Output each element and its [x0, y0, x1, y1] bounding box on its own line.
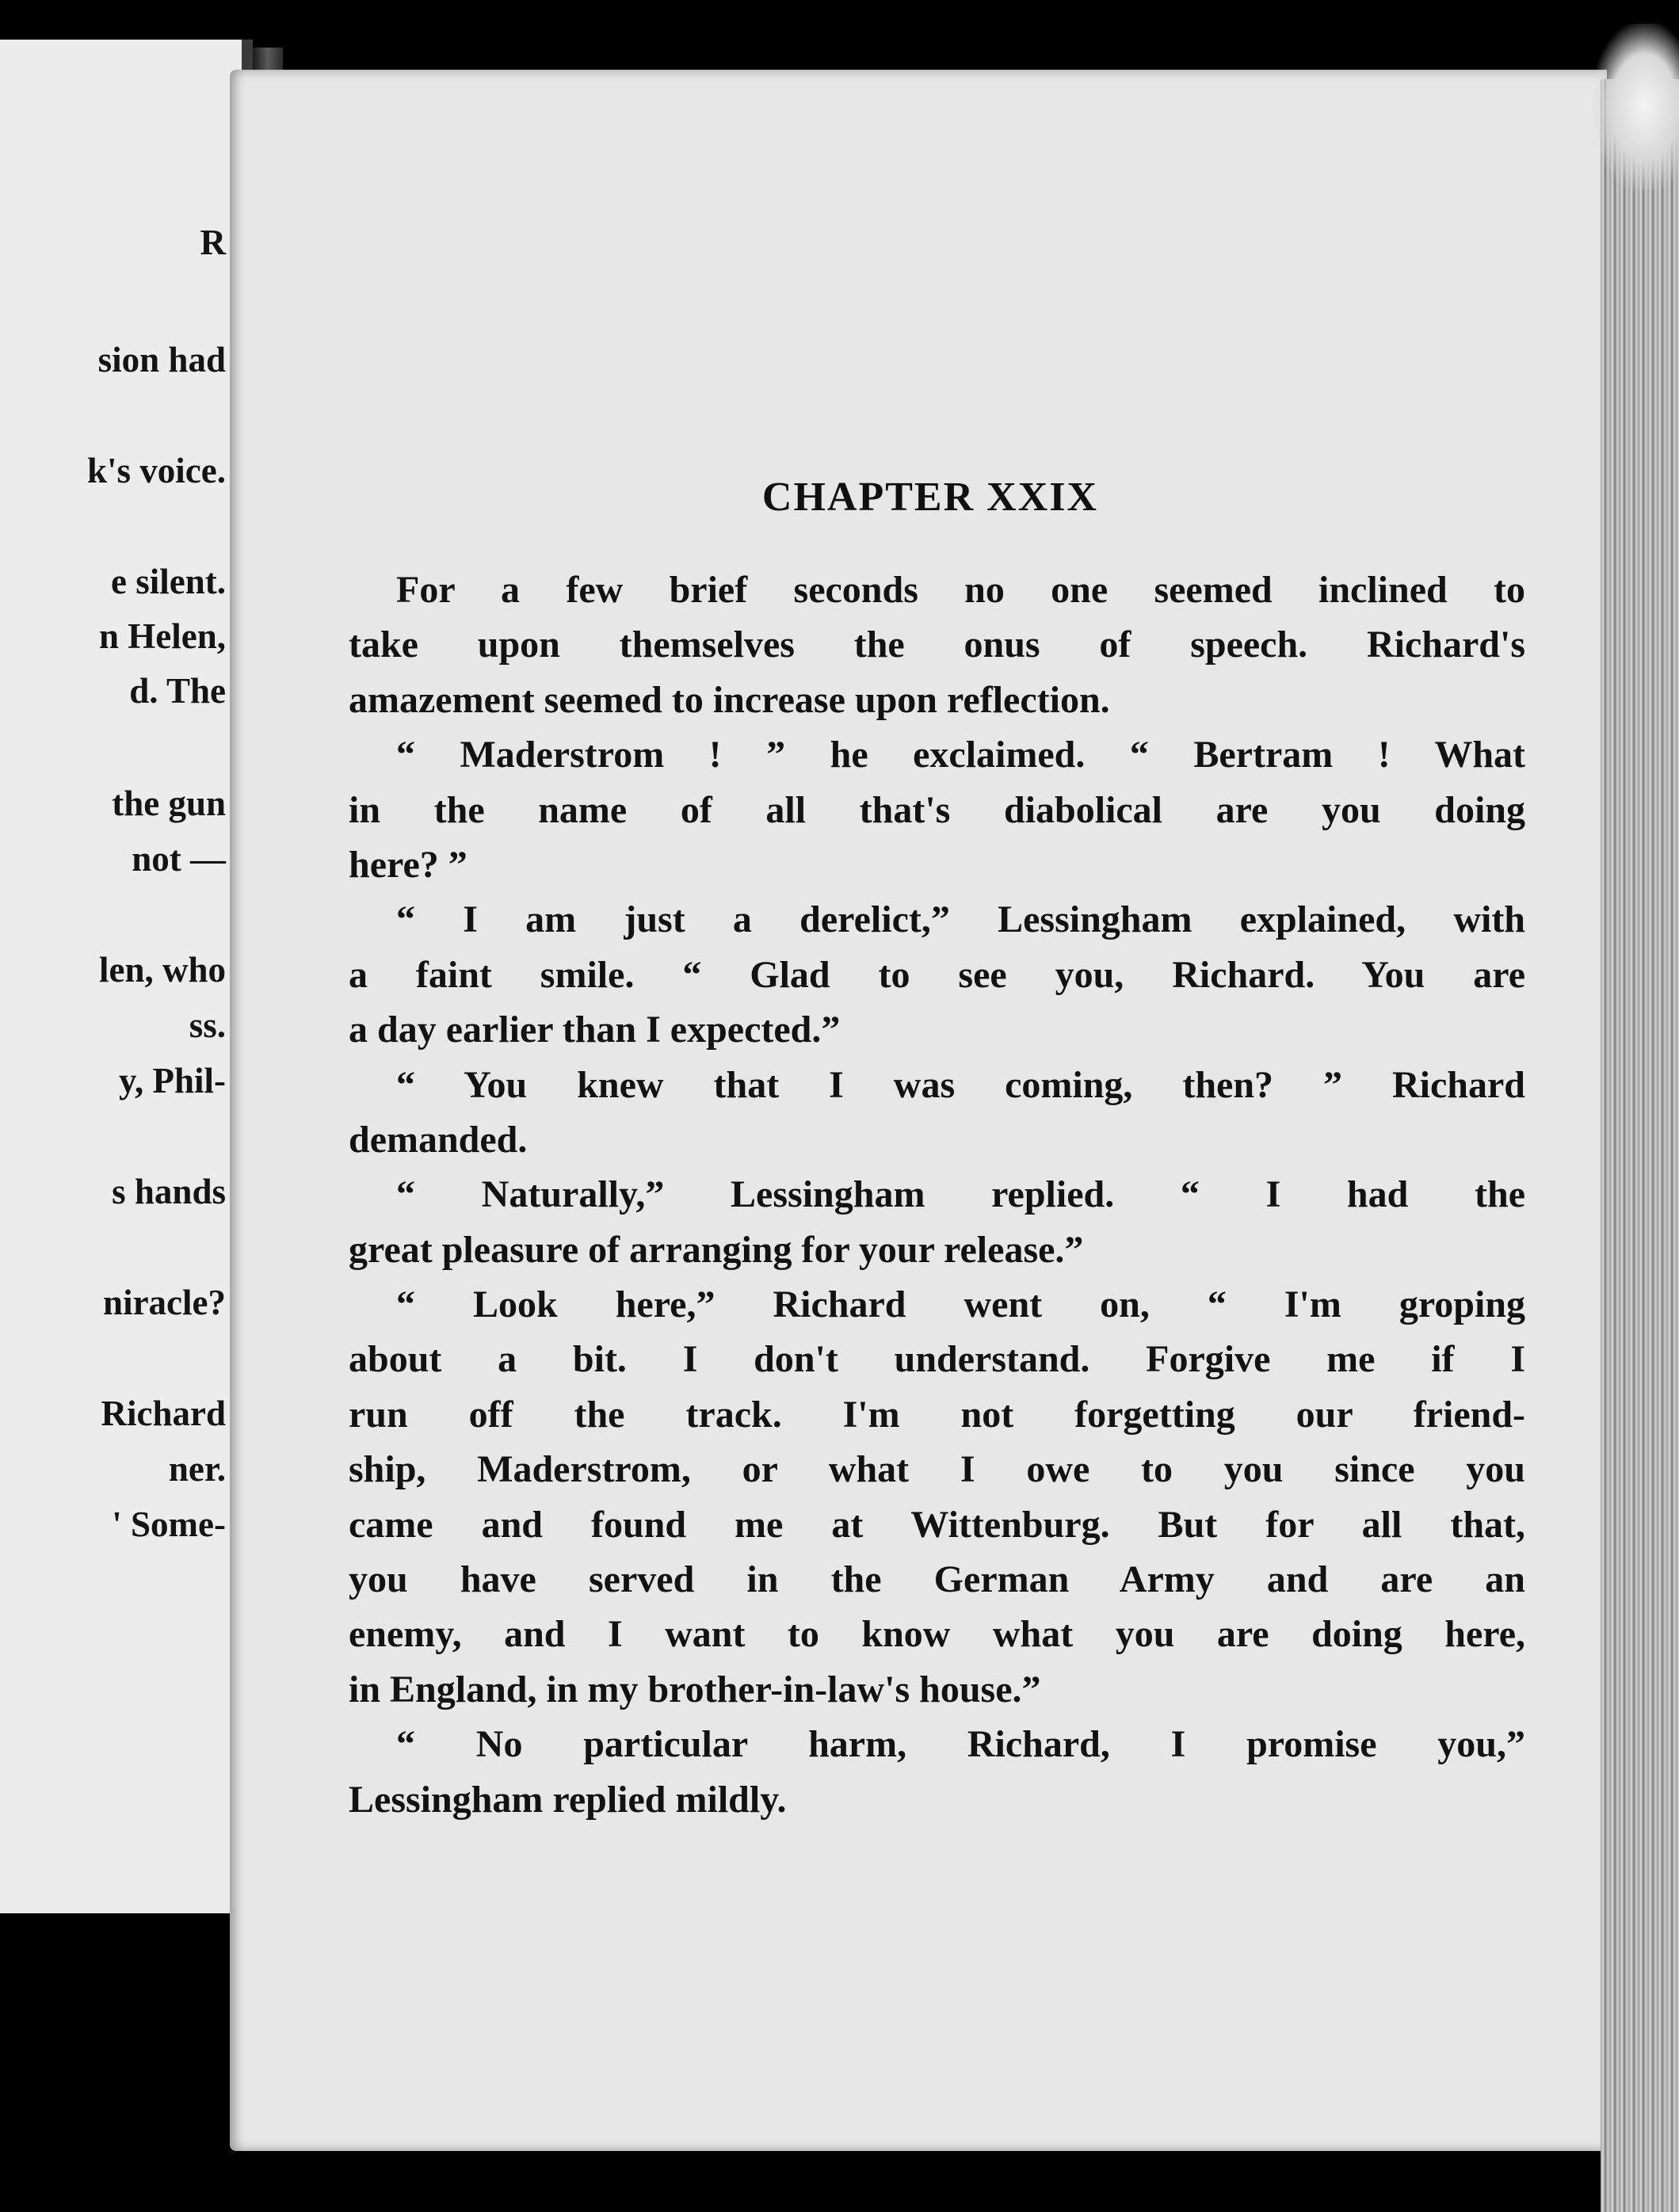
right-page	[230, 70, 1607, 2151]
left-page-line: e silent.	[111, 562, 226, 601]
text-line: run off the track. I'm not forgetting our friend-	[349, 1393, 1525, 1436]
page-edges	[1601, 79, 1679, 2212]
left-page-line: R	[200, 223, 226, 262]
left-page-line: the gun	[112, 784, 226, 823]
text-line: came and found me at Wittenburg. But for all that,	[349, 1503, 1525, 1546]
text-line: For a few brief seconds no one seemed inclined to	[396, 569, 1525, 611]
left-page-line: len, who	[98, 950, 226, 990]
text-line: “ No particular harm, Richard, I promise you,”	[396, 1723, 1525, 1766]
text-line: “ Naturally,” Lessingham replied. “ I had the	[396, 1173, 1525, 1216]
left-page-line: niracle?	[103, 1283, 226, 1322]
chapter-title: CHAPTER XXIX	[761, 475, 1099, 520]
text-line: ship, Maderstrom, or what I owe to you since you	[349, 1448, 1525, 1491]
left-page-line: k's voice.	[87, 451, 226, 490]
text-line: “ Look here,” Richard went on, “ I'm groping	[396, 1283, 1525, 1326]
text-line: demanded.	[349, 1118, 528, 1161]
left-page-line: ner.	[168, 1449, 226, 1489]
text-line: take upon themselves the onus of speech. Richard's	[349, 624, 1525, 666]
left-page-line: not —	[132, 839, 226, 879]
text-line: you have served in the German Army and are an	[349, 1558, 1525, 1601]
text-line: about a bit. I don't understand. Forgive me if I	[349, 1338, 1525, 1381]
text-line: enemy, and I want to know what you are doing here,	[349, 1613, 1525, 1656]
left-facing-page	[0, 40, 253, 1913]
text-line: here? ”	[349, 843, 467, 886]
text-line: in the name of all that's diabolical are you doing	[349, 788, 1525, 831]
chapter-body	[349, 563, 1525, 1827]
text-line: “ Maderstrom ! ” he exclaimed. “ Bertram ! What	[396, 734, 1525, 776]
text-line: “ You knew that I was coming, then? ” Richard	[396, 1063, 1525, 1106]
left-page-line: ss.	[189, 1005, 226, 1045]
text-line: in England, in my brother-in-law's house.”	[349, 1668, 1041, 1710]
text-line: great pleasure of arranging for your release.”	[349, 1228, 1084, 1271]
text-line: a day earlier than I expected.”	[349, 1009, 841, 1051]
left-page-line: n Helen,	[98, 616, 226, 656]
left-page-line: s hands	[112, 1172, 226, 1211]
left-page-line: y, Phil-	[118, 1061, 226, 1100]
text-line: “ I am just a derelict,” Lessingham explained, with	[396, 898, 1525, 941]
text-line: amazement seemed to increase upon reflection.	[349, 678, 1110, 721]
left-page-line: d. The	[129, 671, 226, 711]
left-page-line: ' Some-	[112, 1505, 226, 1544]
left-page-line: Richard	[101, 1394, 226, 1433]
text-line: Lessingham replied mildly.	[349, 1778, 787, 1821]
left-page-line: sion had	[97, 340, 226, 379]
torn-page-corner	[1593, 24, 1679, 190]
text-line: a faint smile. “ Glad to see you, Richard. You are	[349, 953, 1525, 996]
